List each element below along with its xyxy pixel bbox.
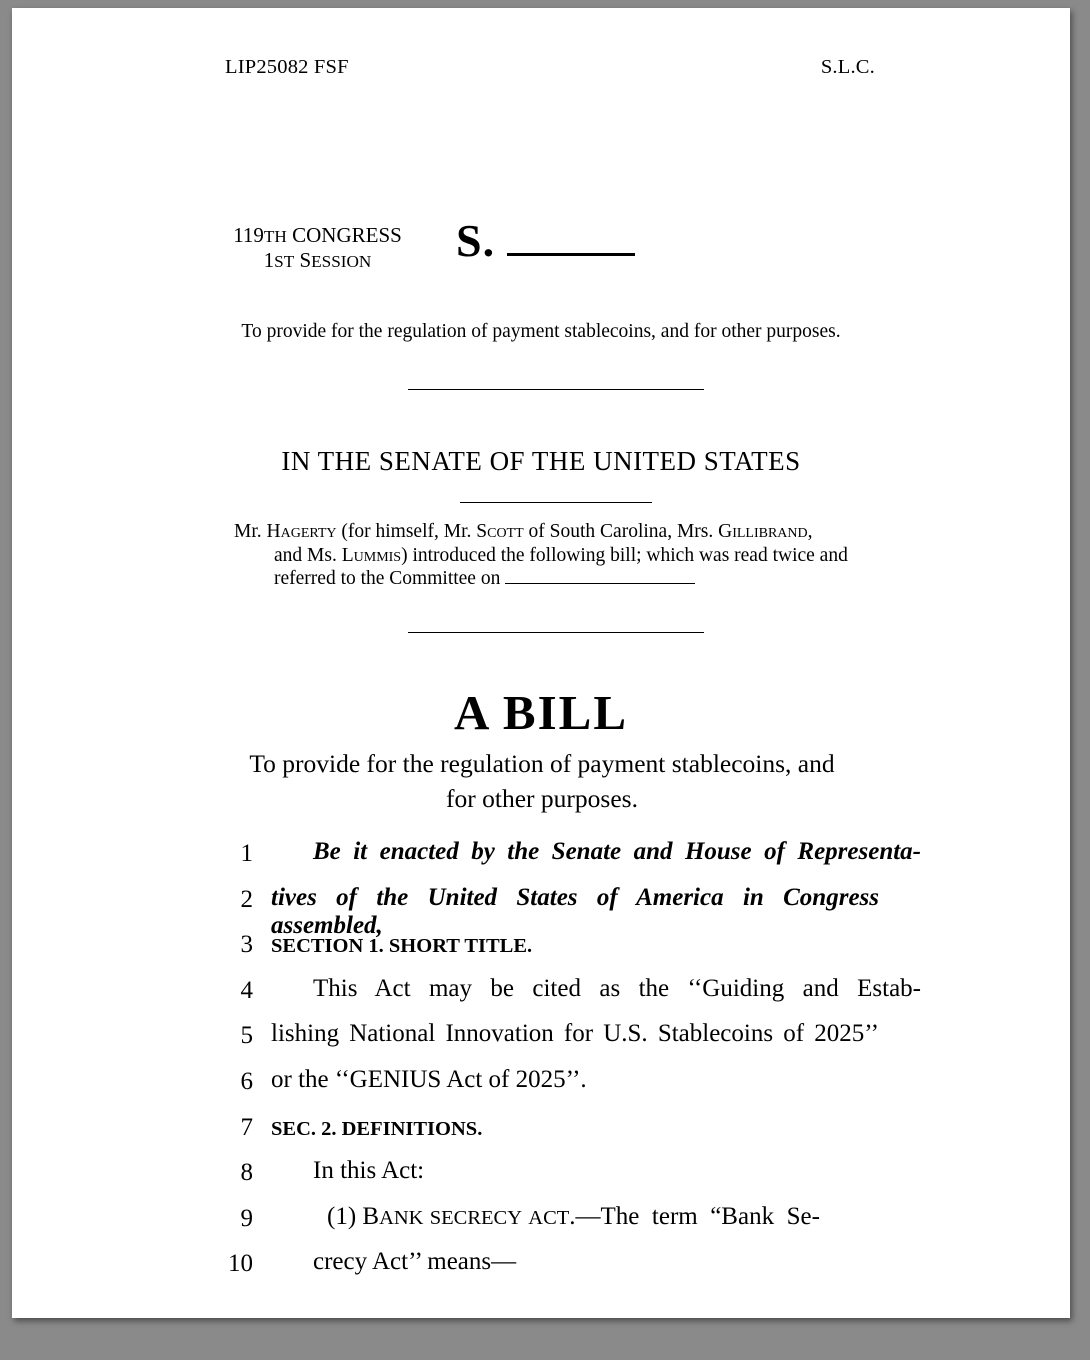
purpose-line: To provide for the regulation of payment stablecoins, and for other purposes. (241, 321, 841, 342)
rule-top (408, 389, 704, 390)
line-number: 10 (228, 1250, 253, 1278)
line-number: 5 (240, 1022, 253, 1050)
sponsors-block (234, 520, 879, 591)
page-content (12, 8, 1070, 1318)
chamber-line: IN THE SENATE OF THE UNITED STATES (281, 446, 801, 476)
line-number: 2 (240, 885, 253, 913)
bill-number (456, 213, 635, 267)
bill-subtitle-line-2: for other purposes. (446, 784, 638, 814)
line-text: Be it enacted by the Senate and House of Representa- (313, 838, 921, 865)
bill-line (12, 1016, 1070, 1062)
committee-blank (505, 569, 695, 584)
bill-line (12, 971, 1070, 1017)
line-text: crecy Act’’ means— (313, 1248, 517, 1276)
line-number: 1 (240, 840, 253, 867)
line-text: or the ‘‘GENIUS Act of 2025’’. (271, 1065, 587, 1093)
bill-line (12, 1062, 1070, 1108)
bill-body (12, 834, 1070, 1290)
line-text: tives of the United States of America in Congress assembled, (271, 883, 879, 939)
running-head-right: S.L.C. (820, 56, 875, 78)
line-number: 8 (240, 1159, 253, 1187)
bill-line (12, 925, 1070, 971)
bill-designator: S. (456, 215, 496, 266)
bill-line (12, 1153, 1070, 1199)
congress-number: 119TH CONGRESS (233, 223, 402, 247)
bill-line (12, 834, 1070, 880)
line-number: 3 (240, 931, 253, 959)
sponsors-line-2: and Ms. Lummis) introduced the following bill; which was read twice and (274, 544, 848, 566)
bill-number-blank (507, 213, 635, 256)
bill-subtitle (232, 746, 852, 816)
line-text: lishing National Innovation for U.S. Stablecoins of 2025’’ (271, 1020, 879, 1048)
section-heading: SECTION 1. SHORT TITLE. (271, 935, 533, 958)
line-number: 7 (240, 1113, 253, 1141)
line-number: 4 (240, 976, 253, 1004)
sponsors-line-3 (234, 567, 879, 591)
sponsors-committee-text: referred to the Committee on (274, 568, 501, 590)
bill-title: A BILL (453, 685, 629, 740)
bill-line (12, 1244, 1070, 1290)
line-number: 9 (240, 1204, 253, 1232)
bill-subtitle-line-1: To provide for the regulation of payment stablecoins, and (249, 749, 835, 778)
bill-line (12, 880, 1070, 939)
rule-middle (460, 502, 652, 503)
running-head-left: LIP25082 FSF (225, 56, 349, 78)
session-number: 1ST SESSION (263, 248, 372, 272)
bill-line (12, 1199, 1070, 1245)
rule-bottom (408, 632, 704, 633)
congress-session-lines (225, 213, 410, 273)
congress-block (225, 213, 865, 273)
bill-line (12, 1108, 1070, 1154)
sponsors-line-1: Mr. Hagerty (for himself, Mr. Scott of South Carolina, Mrs. Gillibrand, (234, 521, 813, 542)
line-text: (1) BANK SECRECY ACT.—The term “Bank Se- (327, 1202, 820, 1230)
section-heading: SEC. 2. DEFINITIONS. (271, 1117, 483, 1140)
document-page (12, 8, 1070, 1318)
line-number: 6 (240, 1067, 253, 1095)
line-text: This Act may be cited as the ‘‘Guiding and Estab- (313, 974, 921, 1002)
line-text: In this Act: (313, 1157, 425, 1185)
